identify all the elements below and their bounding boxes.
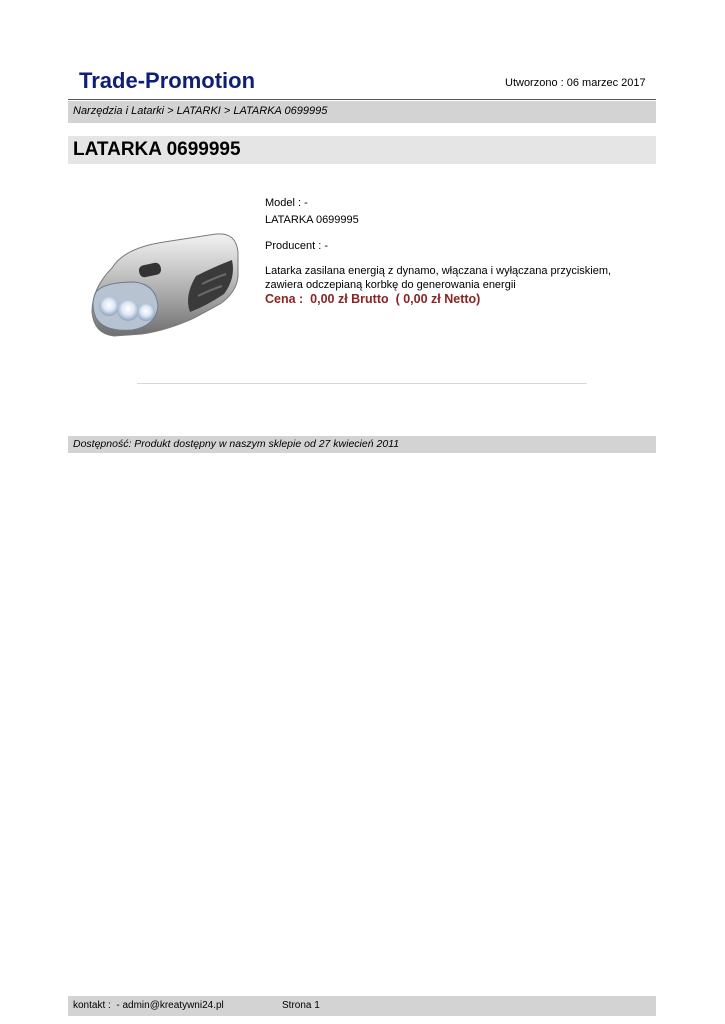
product-title: LATARKA 0699995 [73, 139, 241, 160]
model-value: LATARKA 0699995 [265, 214, 359, 226]
header-divider [68, 99, 656, 100]
breadcrumb [68, 101, 656, 123]
footer [68, 996, 656, 1016]
description-line-2: zawiera odczepianą korbkę do generowania energii [265, 279, 516, 291]
availability-bar [68, 436, 656, 453]
separator-line [137, 383, 587, 384]
model-label: Model : - [265, 197, 308, 209]
page-number: Strona 1 [282, 1000, 320, 1011]
description-line-1: Latarka zasilana energią z dynamo, włączana i wyłączana przyciskiem, [265, 265, 612, 277]
created-date: Utworzono : 06 marzec 2017 [505, 77, 646, 89]
price: Cena : 0,00 zł Brutto ( 0,00 zł Netto) [265, 292, 481, 306]
site-title: Trade-Promotion [79, 68, 256, 93]
availability-text: Dostępność: Produkt dostępny w naszym sklepie od 27 kwiecień 2011 [73, 438, 400, 450]
flashlight-image [84, 226, 244, 344]
product-title-bar [68, 136, 656, 164]
producer-label: Producent : - [265, 240, 328, 252]
breadcrumb-text: Narzędzia i Latarki > LATARKI > LATARKA 0699995 [73, 105, 328, 117]
footer-contact: kontakt : - admin@kreatywni24.pl [73, 1000, 224, 1011]
